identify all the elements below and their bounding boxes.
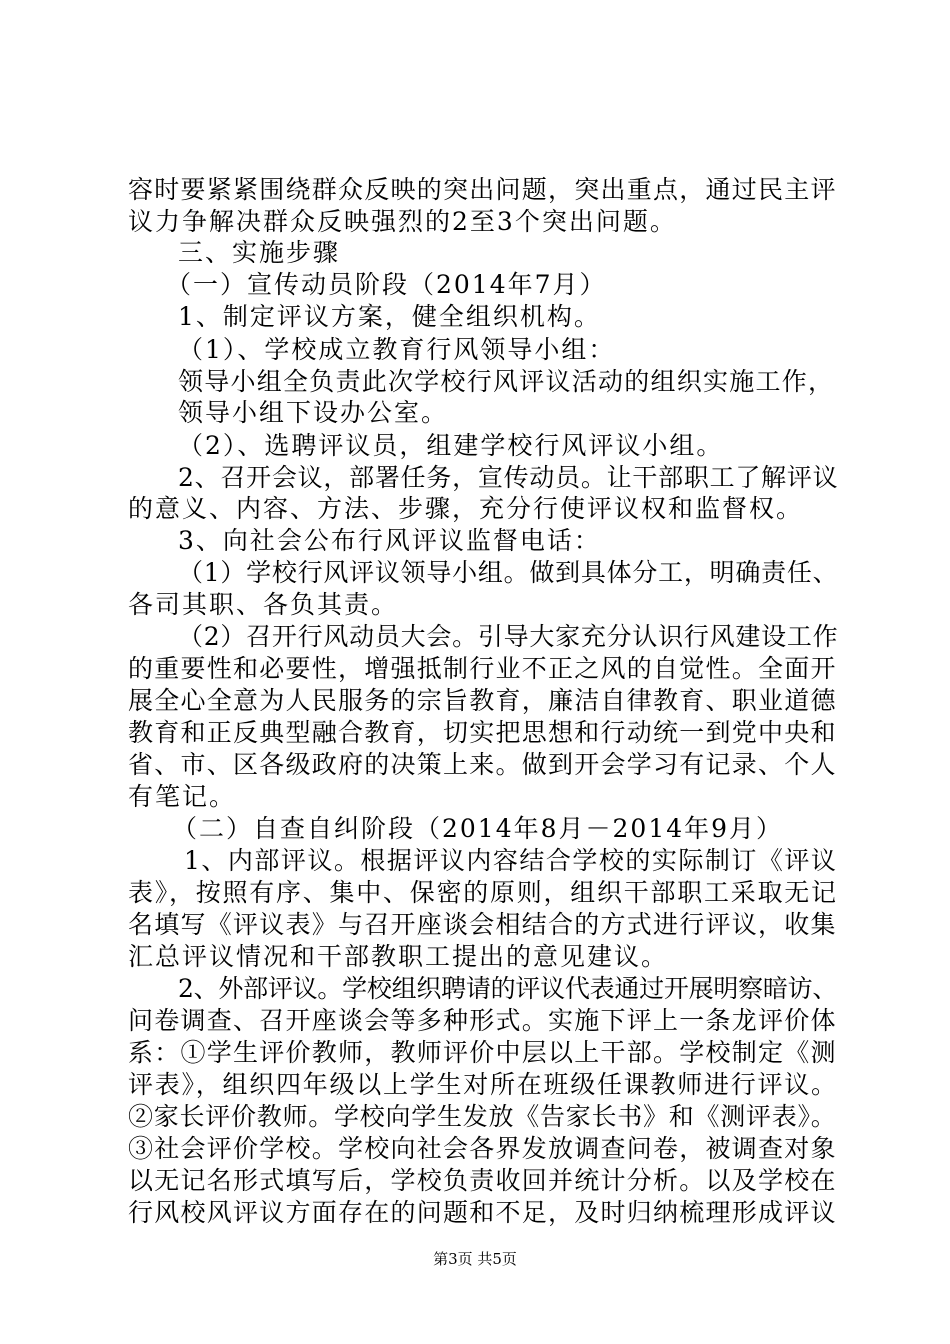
text-line: （1）学校行风评议领导小组。做到具体分工，明确责任、 <box>178 558 839 587</box>
text-line: （2）召开行风动员大会。引导大家充分认识行风建设工作 <box>178 622 839 651</box>
text-line: （2）、选聘评议员，组建学校行风评议小组。 <box>178 431 724 460</box>
text-line: 1、内部评议。根据评议内容结合学校的实际制订《评议 <box>184 846 838 875</box>
text-line: 各司其职、各负其责。 <box>128 590 399 619</box>
text-line: 教育和正反典型融合教育，切实把思想和行动统一到党中央和 <box>128 718 837 747</box>
text-line: 汇总评议情况和干部教职工提出的意见建议。 <box>128 942 669 971</box>
text-line: 表》，按照有序、集中、保密的原则，组织干部职工采取无记 <box>128 878 838 907</box>
text-line: 领导小组全负责此次学校行风评议活动的组织实施工作， <box>178 367 835 396</box>
text-line: 议力争解决群众反映强烈的2至3个突出问题。 <box>128 207 677 236</box>
text-line: 问卷调查、召开座谈会等多种形式。实施下评上一条龙评价体 <box>128 1006 837 1035</box>
subsection-heading: （二）自查自纠阶段（2014年8月－2014年9月） <box>172 814 784 843</box>
text-line: 省、市、区各级政府的决策上来。做到开会学习有记录、个人 <box>128 750 837 779</box>
text-line: （1）、学校成立教育行风领导小组： <box>178 335 616 364</box>
text-line: 容时要紧紧围绕群众反映的突出问题，突出重点，通过民主评 <box>128 175 837 204</box>
text-line: 2、召开会议，部署任务，宣传动员。让干部职工了解评议 <box>178 463 839 492</box>
text-line: 的意义、内容、方法、步骤，充分行使评议权和监督权。 <box>128 494 804 523</box>
text-line: 系：①学生评价教师，教师评价中层以上干部。学校制定《测 <box>128 1038 837 1067</box>
text-line: 以无记名形式填写后，学校负责收回并统计分析。以及学校在 <box>128 1166 837 1195</box>
text-line: ③社会评价学校。学校向社会各界发放调查问卷，被调查对象 <box>128 1134 837 1163</box>
text-line: 领导小组下设办公室。 <box>178 398 449 427</box>
text-line: 的重要性和必要性，增强抵制行业不正之风的自觉性。全面开 <box>128 654 837 683</box>
text-line: 展全心全意为人民服务的宗旨教育，廉洁自律教育、职业道德 <box>128 686 837 715</box>
text-line: 名填写《评议表》与召开座谈会相结合的方式进行评议，收集 <box>128 910 837 939</box>
section-heading: 三、实施步骤 <box>178 238 341 267</box>
page-number-footer: 第3页 共5页 <box>433 1250 517 1268</box>
text-line: 2、外部评议。学校组织聘请的评议代表通过开展明察暗访、 <box>178 974 838 1003</box>
subsection-heading: （一）宣传动员阶段（2014年7月） <box>166 270 607 299</box>
text-line: 3、向社会公布行风评议监督电话： <box>178 526 601 555</box>
text-line: 行风校风评议方面存在的问题和不足，及时归纳梳理形成评议 <box>128 1198 837 1227</box>
text-line: 1、制定评议方案，健全组织机构。 <box>178 302 601 331</box>
text-line: 有笔记。 <box>128 782 237 811</box>
text-line: ②家长评价教师。学校向学生发放《告家长书》和《测评表》。 <box>128 1102 837 1131</box>
text-line: 评表》，组织四年级以上学生对所在班级任课教师进行评议。 <box>128 1070 838 1099</box>
